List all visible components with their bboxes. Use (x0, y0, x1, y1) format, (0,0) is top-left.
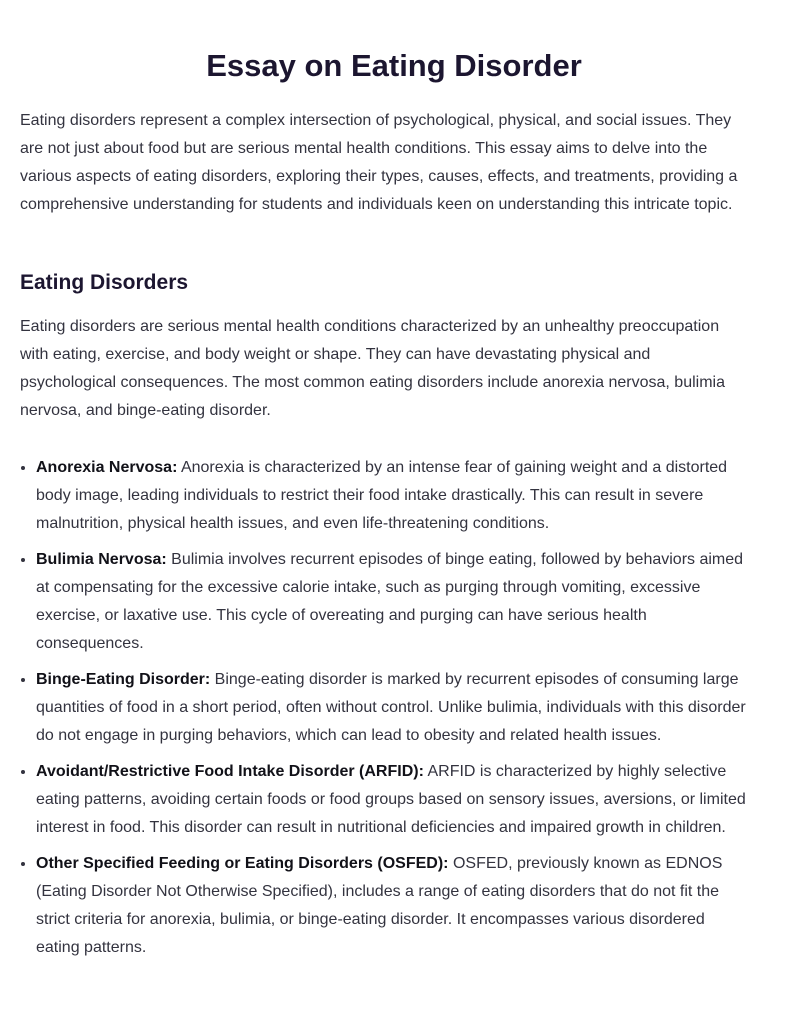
intro-paragraph: Eating disorders represent a complex intersection of psychological, physical, and social issues. They are not just about food but are serious mental health conditions. This essay aims to delve into the various aspects of eating disorders, exploring their types, causes, effects, and treatments, providing a comprehensive understanding for students and individuals keen on understanding this intricate topic. (20, 112, 738, 213)
list-item-text: Binge-eating disorder is marked by recurrent episodes of consuming large quantities of food in a short period, often without control. Unlike bulimia, individuals with this disorder do not engage in purging behaviors, which can lead to obesity and related health issues. (36, 671, 746, 744)
list-item-anorexia (36, 454, 748, 538)
section-description: Eating disorders are serious mental health conditions characterized by an unhealthy preoccupation with eating, exercise, and body weight or shape. They can have devastating physical and psychological consequences. The most common eating disorders include anorexia nervosa, bulimia nervosa, and binge-eating disorder. (20, 318, 725, 419)
list-item-term: Binge-Eating Disorder: (36, 671, 211, 688)
list-item-text: Anorexia is characterized by an intense fear of gaining weight and a distorted body image, leading individuals to restrict their food intake drastically. This can result in severe malnutrition, physical health issues, and even life-threatening conditions. (36, 459, 728, 532)
list-item-osfed (36, 850, 748, 962)
list-item-term: Anorexia Nervosa: (36, 459, 178, 476)
section-heading: Eating Disorders (20, 271, 189, 294)
list-item-binge-eating (36, 666, 748, 750)
list-item-text: OSFED, previously known as EDNOS (Eating Disorder Not Otherwise Specified), includes a range of eating disorders that do not fit the strict criteria for anorexia, bulimia, or binge-eating disorder. It encompasses various disordered eating patterns. (36, 855, 723, 956)
list-item-arfid (36, 758, 748, 842)
list-item-bulimia (36, 546, 748, 658)
disorder-list (20, 454, 748, 962)
page-title: Essay on Eating Disorder (206, 48, 582, 83)
list-item-text: ARFID is characterized by highly selective eating patterns, avoiding certain foods or food groups based on sensory issues, aversions, or limited interest in food. This disorder can result in nutritional deficiencies and impaired growth in children. (36, 763, 746, 836)
list-item-term: Other Specified Feeding or Eating Disorders (OSFED): (36, 855, 449, 872)
list-item-term: Avoidant/Restrictive Food Intake Disorder (ARFID): (36, 763, 424, 780)
list-item-text: Bulimia involves recurrent episodes of binge eating, followed by behaviors aimed at compensating for the excessive calorie intake, such as purging through vomiting, excessive exercise, or laxative use. This cycle of overeating and purging can have serious health consequences. (36, 551, 744, 652)
list-item-term: Bulimia Nervosa: (36, 551, 167, 568)
